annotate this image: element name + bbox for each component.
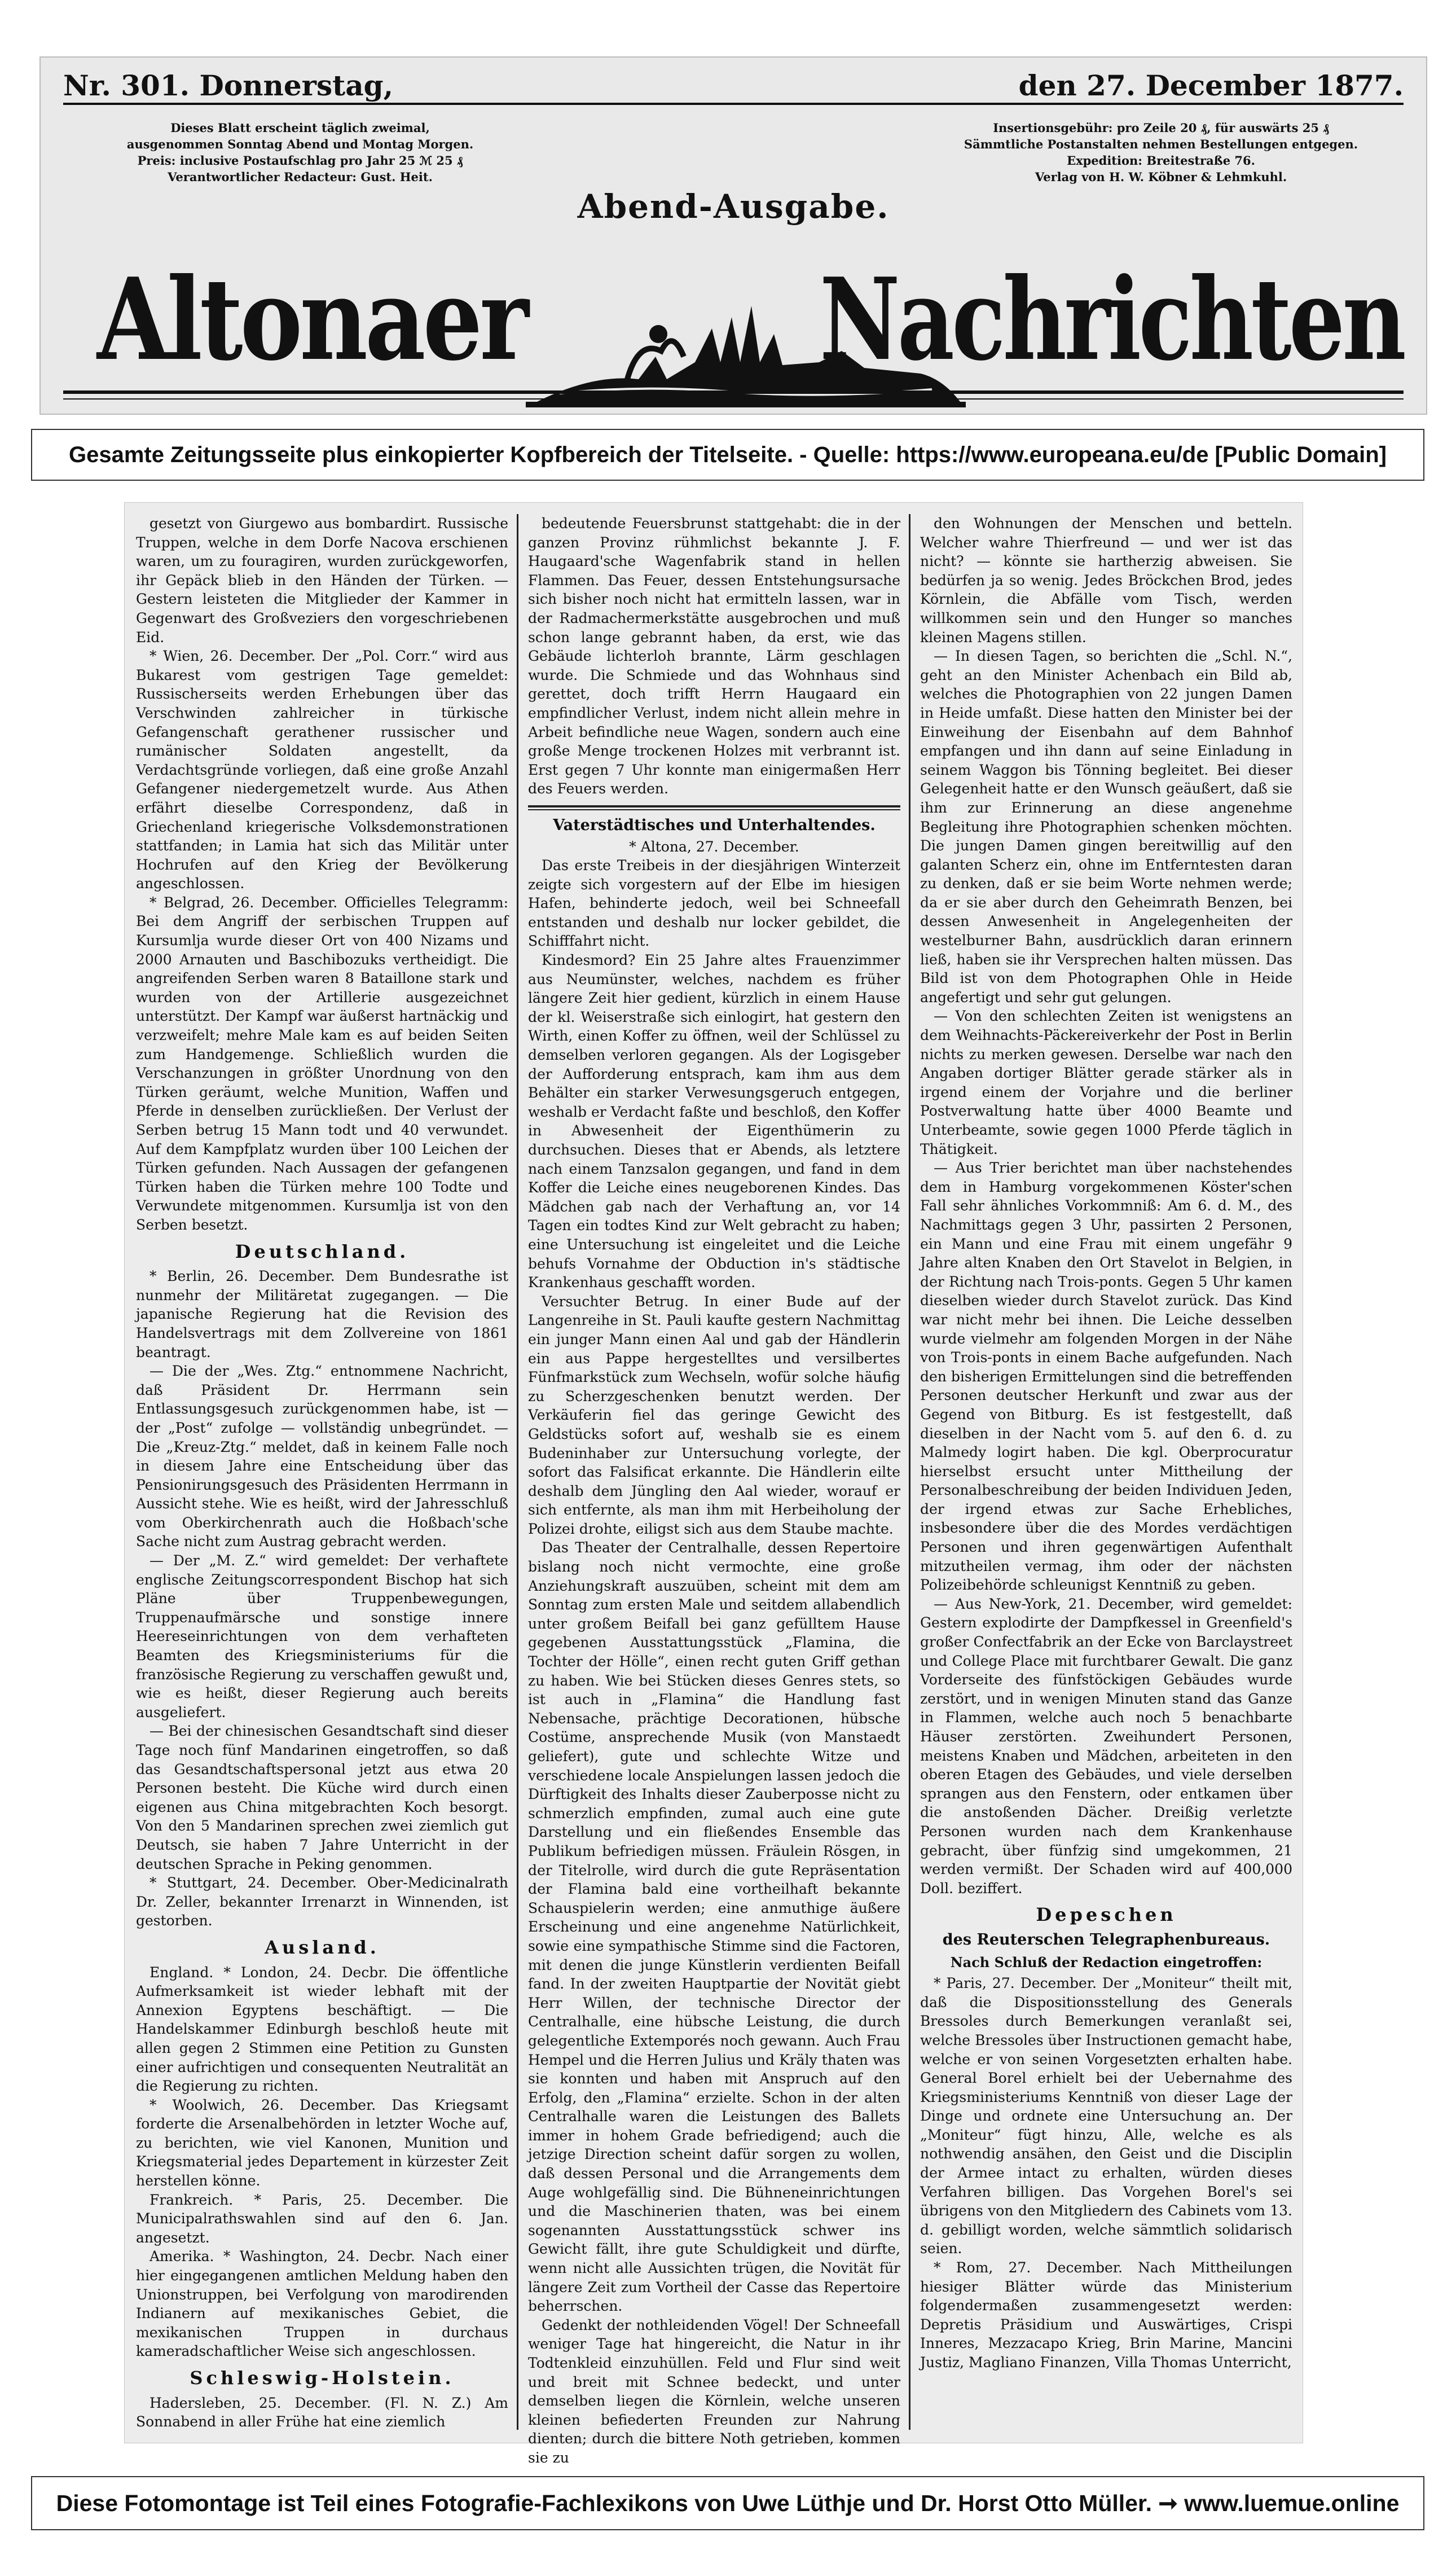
info-line: Preis: inclusive Postaufschlag pro Jahr 25 ℳ 25 ₰ [137, 153, 463, 168]
info-line: Sämmtliche Postanstalten nehmen Bestellungen entgegen. [964, 137, 1358, 151]
article-paragraph: — Der „M. Z.“ wird gemeldet: Der verhaftete englische Zeitungscorrespondent Bischop hat sich Pläne über Truppenbewegungen, Truppenaufmärsche und sonstige innere Heereseinrichtungen von dem verhafteten Beamten des Kriegsministeriums für die französische Regierung zu verschaffen gewußt und, wie es heißt, dieser Regierung auch bereits ausgeliefert. [136, 1552, 508, 1721]
title-word-left: Altonaer [97, 253, 526, 386]
section-heading: Deutschland. [235, 1240, 410, 1262]
article-paragraph: — Aus New-York, 21. December, wird gemeldet: Gestern explodirte der Dampfkessel in Greenfield's großer Confectfabrik an der Ecke von Barclaystreet und College Place mit furchtbarer Gewalt. Die ganz Vorderseite des fünfstöckigen Gebäudes wurde zerstört, und in wenigen Minuten stand das Ganze in Flammen, welche auch noch 5 benachbarte Häuser zerstörten. Zweihundert Personen, meistens Knaben und Mädchen, arbeiteten in den oberen Etagen des Gebäudes, und viele derselben sprangen aus den Fenstern, oder entkamen über die anstoßenden Dächer. Dreißig verletzte Personen wurden nach dem Krankenhause gebracht, über fünfzig sind umgekommen, 21 werden vermißt. Der Schaden wird auf 400,000 Doll. beziffert. [920, 1595, 1292, 1897]
masthead-info-left [86, 120, 514, 185]
section-rule [528, 805, 900, 807]
section-heading: Depeschen [1036, 1904, 1177, 1926]
issue-number: Nr. 301. Donnerstag, [63, 69, 394, 102]
newspaper-page [124, 502, 1303, 2466]
edition-label: Abend-Ausgabe. [577, 187, 890, 226]
article-paragraph: — Aus Trier berichtet man über nachstehendes dem in Hamburg vorgekommenen Köster'schen Fall sehr ähnliches Vorkommniß: Am 6. d. M., des Nachmittags gegen 3 Uhr, passirten 2 Personen, ein Mann und eine Frau mit einem ungefähr 9 Jahre alten Knaben den Ort Stavelot in Belgien, in der Richtung nach Trois-ponts. Gegen 5 Uhr kamen dieselben wieder durch Stavelot zurück. Das Kind war nicht mehr bei ihnen. Die Leiche desselben wurde vielmehr am folgenden Morgen in der Nähe von Trois-ponts in einem Bache aufgefunden. Nach den bisherigen Ermittelungen sind die betreffenden Personen deutscher Herkunft und zwar aus der Gegend von Bitburg. Es ist festgestellt, daß dieselben in der Nacht vom 5. auf den 6. d. zu Malmedy logirt haben. Die kgl. Oberprocuratur hierselbst ersucht unter Mittheilung der Personalbeschreibung der beiden Individuen Jeden, der irgend etwas zur Sache Erhebliches, insbesondere über die des Mordes verdächtigen Personen und ihren gegenwärtigen Aufenthalt mitzutheilen vermag, ihm oder der nächsten Polizeibehörde schleunigst Kenntniß zu geben. [920, 1160, 1292, 1594]
masthead-dateline [63, 69, 1404, 105]
article-paragraph: * Stuttgart, 24. December. Ober-Medicinalrath Dr. Zeller, bekannter Irrenarzt in Winnenden, ist gestorben. [136, 1875, 508, 1929]
article-paragraph: * Wien, 26. December. Der „Pol. Corr.“ wird aus Bukarest vom gestrigen Tage gemeldet: Russischerseits werden Erhebungen über das Verschwinden zahlreicher in türkische Gefangenschaft gerathener russischer und rumänischer Soldaten angestellt, da Verdachtsgründe vorliegen, daß eine große Anzahl Gefangener niedergemetzelt wurde. Aus Athen erfährt dieselbe Correspondenz, daß in Griechenland kriegerische Volksdemonstrationen stattfanden; in Lamia hat sich das Militär unter Hochrufen auf den Krieg der Bevölkerung angeschlossen. [136, 648, 508, 892]
article-paragraph: * Woolwich, 26. December. Das Kriegsamt forderte die Arsenalbehörden in letzter Woche auf, zu berichten, wie viel Kanonen, Munition und Kriegsmaterial jedes Departement in kürzester Zeit herstellen könne. [136, 2096, 508, 2189]
article-paragraph: bedeutende Feuersbrunst stattgehabt: die in der ganzen Provinz rühmlichst bekannte J. F. Haugaard'sche Wagenfabrik stand in hellen Flammen. Das Feuer, dessen Entstehungsursache sich bisher noch nicht hat ermitteln lassen, war in der Radmachermerkstätte ausgebrochen und muß schon lange gebrannt haben, da erst, wie das Gebäude lichterloh brannte, Lärm geschlagen wurde. Die Schmiede und das Wohnhaus sind gerettet, doch trifft Herrn Haugaard ein empfindlicher Verlust, indem nicht allein mehre in Arbeit befindliche neue Wagen, sondern auch eine große Menge trockenen Holzes mit verbrannt ist. Erst gegen 7 Uhr konnte man einigermaßen Herr des Feuers werden. [528, 515, 900, 797]
article-paragraph: Versuchter Betrug. In einer Bude auf der Langenreihe in St. Pauli kaufte gestern Nachmittag ein junger Mann einen Aal und gab der Händlerin ein aus Pappe hergestelltes und versilbertes Fünfmarkstück zum Wechseln, wofür solche häufig zu Scherzgeschenken benutzt werden. Der Verkäuferin fiel das geringe Gewicht des Geldstücks sofort auf, weshalb sie es einem Budeninhaber zur Untersuchung vorlegte, der sofort das Falsificat erkannte. Die Händlerin eilte deshalb dem Jüngling den Aal wieder, worauf er sich entfernte, als man ihm mit Herbeiholung der Polizei drohte, eiligst sich aus dem Staube machte. [528, 1293, 900, 1537]
column-divider [517, 514, 518, 2430]
article-paragraph: Frankreich. * Paris, 25. December. Die Municipalrathswahlen sind auf den 6. Jan. angesetzt. [136, 2191, 508, 2246]
masthead-rule [63, 390, 1404, 394]
article-paragraph: * Paris, 27. December. Der „Moniteur“ theilt mit, daß die Dispositionsstellung des Generals Bressoles durch Bemerkungen veranlaßt sei, welche Bressoles über Instructionen gemacht habe, welche er von seinen Vorgesetzten erhalten habe. General Borel erhielt bei der Uebernahme des Kriegsministeriums Kenntniß von dieser Lage der Dinge und ordnete eine Untersuchung an. Der „Moniteur“ fügt hinzu, Alle, welche es als nothwendig ansähen, den Geist und die Disciplin der Armee intact zu erhalten, würden dieses Verfahren billigen. Das Vorgehen Borel's sei übrigens von den Mitgliedern des Cabinets vom 13. d. gebilligt worden, welche sämmtlich solidarisch seien. [920, 1975, 1292, 2257]
issue-date: den 27. December 1877. [1018, 69, 1404, 102]
article-paragraph: — Von den schlechten Zeiten ist wenigstens an dem Weihnachts-Päckereiverkehr der Post in Berlin nichts zu merken gewesen. Derselbe war nach den Angaben dortiger Blätter gerade stärker als in irgend einem der Vorjahre und die berliner Postverwaltung hatte über 4000 Beamte und Unterbeamte, sowie gegen 1000 Pferde täglich in Thätigkeit. [920, 1008, 1292, 1157]
article-paragraph: England. * London, 24. Decbr. Die öffentliche Aufmerksamkeit ist wieder lebhaft mit der Annexion Egyptens beschäftigt. — Die Handelskammer Edinburgh beschloß heute mit allen gegen 2 Stimmen eine Petition zu Gunsten einer aufrichtigen und consequenten Neutralität an die Regierung zu richten. [136, 1964, 508, 2095]
article-paragraph: Das Theater der Centralhalle, dessen Repertoire bislang noch nicht vermochte, eine große Anziehungskraft auszuüben, scheint mit dem am Sonntag zum ersten Male und seitdem allabendlich unter großem Beifall bei ganz gefülltem Hause gegebenen Ausstattungsstück „Flamina, die Tochter der Hölle“, einen recht guten Griff gethan zu haben. Wie bei Stücken dieses Genres stets, so ist auch in „Flamina“ die Handlung fast Nebensache, prächtige Decorationen, hübsche Costüme, ansprechende Musik (von Manstaedt geliefert), gute und schlechte Witze und verschiedene locale Anspielungen lassen jedoch die Dürftigkeit des Inhalts dieser Zauberposse nicht zu schmerzlich empfinden, zumal auch eine gute Darstellung und ein fließendes Ensemble das Publikum befriedigen müssen. Fräulein Rösgen, in der Titelrolle, wird durch die gute Repräsentation der Flamina bald eine vortheilhaft bekannte Schauspielerin werden; eine anmuthige äußere Erscheinung und eine angenehme Natürlichkeit, sowie eine sympathische Stimme sind die Factoren, mit denen die junge Künstlerin verdienten Beifall fand. In der zweiten Hauptpartie der Novität giebt Herr Willen, der technische Director der Centralhalle, eine hübsche Leistung, die durch gelegentliche Extemporés noch gewann. Auch Frau Hempel und die Herren Julius und Kräly thaten was sie konnten und haben mit Anspruch auf den Erfolg, den „Flamina“ erzielte. Schon in der alten Centralhalle waren die Leistungen des Ballets immer in hohem Grade befriedigend; auch die jetzige Direction scheint dafür sorgen zu wollen, daß dessen Personal und die Arrangements dem Auge wohlgefällig sind. Die Bühneneinrichtungen und die Maschinerien thaten, was bei einem sogenannten Ausstattungsstück schwer ins Gewicht fällt, ihre gute Schuldigkeit und dürfte, wenn nicht alle Aussichten trügen, die Novität für längere Zeit zum Vortheil der Casse das Repertoire beherrschen. [528, 1539, 900, 2315]
section-heading: Vaterstädtisches und Unterhaltendes. [553, 816, 876, 834]
article-paragraph: Kindesmord? Ein 25 Jahre altes Frauenzimmer aus Neumünster, welches, nachdem es früher längere Zeit hier gedient, kürzlich in einem Hause der kl. Weiserstraße sich einlogirt, hat gestern den Wirth, einen Koffer zu öffnen, weil der Schlüssel zu demselben verloren gegangen. Als der Logisgeber der Aufforderung entsprach, kam ihm aus dem Behälter ein starker Verwesungsgeruch entgegen, weshalb er Verdacht faßte und beschloß, den Koffer in Abwesenheit der Eigenthümerin zu durchsuchen. Dieses that er Abends, als letztere nach einem Tanzsalon gegangen, und fand in dem Koffer die Leiche eines neugeborenen Kindes. Das Mädchen gab nach der Verhaftung an, vor 14 Tagen ein todtes Kind zur Welt gebracht zu haben; eine Untersuchung ist eingeleitet und die Leiche behufs Vornahme der Obduction in's städtische Krankenhaus geschafft worden. [528, 952, 900, 1291]
column-2 [528, 514, 900, 2466]
article-paragraph: Das erste Treibeis in der diesjährigen Winterzeit zeigte sich vorgestern auf der Elbe im hiesigen Hafen, behinderte jedoch, weil bei Schneefall entstanden und deshalb nur locker gebildet, die Schifffahrt nicht. [528, 857, 900, 950]
dateline: * Altona, 27. December. [629, 838, 799, 855]
article-paragraph: Gedenkt der nothleidenden Vögel! Der Schneefall weniger Tage hat hingereicht, die Natur in ihr Todtenkleid einzuhüllen. Feld und Flur sind weit und breit mit Schnee bedeckt, und unter demselben liegen die Körnlein, welche unseren kleinen befiederten Freunden zur Nahrung dienten; durch die bittere Noth getrieben, kommen sie zu [528, 2316, 900, 2466]
article-paragraph: — Die der „Wes. Ztg.“ entnommene Nachricht, daß Präsident Dr. Herrmann sein Entlassungsgesuch zurückgenommen habe, ist — der „Post“ zufolge — vollständig unbegründet. — Die „Kreuz-Ztg.“ meldet, daß in keinem Falle noch in diesem Jahre eine Entscheidung über das Pensionirungsgesuch des Präsidenten Herrmann in Aussicht stehe. Wie es heißt, wird der Jahresschluß vom Oberkirchenrath auch die Hoßbach'sche Sache nicht zum Austrag gebracht werden. [136, 1363, 508, 1550]
section-subheading: des Reuterschen Telegraphenbureaus. [942, 1930, 1270, 1948]
section-rule-thin [528, 809, 900, 810]
column-divider [909, 514, 910, 2430]
column-1 [136, 514, 508, 2430]
column-3 [920, 514, 1292, 2430]
section-heading: Schleswig-Holstein. [190, 2367, 455, 2389]
masthead [39, 56, 1427, 415]
info-line: Verantwortlicher Redacteur: Gust. Heit. [168, 170, 433, 184]
article-paragraph: — Bei der chinesischen Gesandtschaft sind dieser Tage noch fünf Mandarinen eingetroffen, so daß das Gesandtschaftspersonal jetzt aus etwa 20 Personen besteht. Die Küche wird durch einen eigenen aus China mitgebrachten Koch besorgt. Von den 5 Mandarinen sprechen zwei ziemlich gut Deutsch, sie haben 7 Jahre Unterricht in der deutschen Sprache in Peking genommen. [136, 1723, 508, 1872]
caption-source: Gesamte Zeitungsseite plus einkopierter Kopfbereich der Titelseite. - Quelle: https://www.europeana.eu/de [Public Domain] [31, 429, 1424, 481]
article-paragraph: * Berlin, 26. December. Dem Bundesrathe ist nunmehr der Militäretat zugegangen. — Die japanische Regierung hat die Revision des Handelsvertrags mit dem Zollvereine von 1861 beantragt. [136, 1268, 508, 1360]
info-line: Dieses Blatt erscheint täglich zweimal, [170, 121, 430, 135]
caption-credit: Diese Fotomontage ist Teil eines Fotografie-Fachlexikons von Uwe Lüthje und Dr. Horst Otto Müller. ➞ www.luemue.online [31, 2476, 1424, 2530]
info-line: Insertionsgebühr: pro Zeile 20 ₰, für auswärts 25 ₰ [993, 121, 1329, 135]
article-paragraph: Hadersleben, 25. December. (Fl. N. Z.) Am Sonnabend in aller Frühe hat eine ziemlich [136, 2394, 508, 2430]
article-paragraph: * Rom, 27. December. Nach Mittheilungen hiesiger Blätter würde das Ministerium folgendermaßen zusammengesetzt werden: Depretis Präsidium und Auswärtiges, Crispi Inneres, Mezzacapo Krieg, Brin Marine, Mancini Justiz, Magliano Finanzen, Villa Thomas Unterricht, [920, 2259, 1292, 2371]
article-paragraph: * Belgrad, 26. December. Officielles Telegramm: Bei dem Angriff der serbischen Truppen auf Kursumlja wurde dieser Ort von 400 Nizams und 2000 Arnauten und Baschibozuks vertheidigt. Die angreifenden Serben waren 8 Bataillone stark und wurden von der Artillerie ausgezeichnet unterstützt. Der Kampf war äußerst hartnäckig und verzweifelt; mehre Male kam es auf beiden Seiten zum Handgemenge. Schließlich wurden die Verschanzungen in größter Unordnung von den Türken geräumt, welche Munition, Waffen und Pferde in denselben zurückließen. Der Verlust der Serben betrug 15 Mann todt und 40 verwundet. Auf dem Kampfplatz wurden über 100 Leichen der Türken gefunden. Nach Aussagen der gefangenen Türken haben die Türken mehre 100 Todte und Verwundete mitgenommen. Kursumlja ist von den Serben besetzt. [136, 894, 508, 1233]
section-note: Nach Schluß der Redaction eingetroffen: [950, 1954, 1263, 1970]
masthead-rule-thin [63, 398, 1404, 400]
info-line: Expedition: Breitestraße 76. [1067, 153, 1255, 168]
article-paragraph: — In diesen Tagen, so berichten die „Schl. N.“, geht an den Minister Achenbach ein Bild ab, welches die Photographien von 22 jungen Damen in Heide umfaßt. Diese hatten den Minister bei der Einweihung der Eisenbahn auf dem Bahnhof empfangen und ihn dann auf seine Einladung in seinem Waggon bis Tönning begleitet. Bei dieser Gelegenheit hatte er den Wunsch geäußert, daß sie ihm zur Erinnerung an diese angenehme Begleitung ihre Photographien schenken möchten. Die jungen Damen gingen bereitwillig auf den galanten Scherz ein, ohne im Entferntesten daran zu denken, daß er sie beim Worte nehmen werde; da er sie aber durch den Geheimrath Benzen, bei dessen Anwesenheit in Angelegenheiten der westelburner Bahn, ausdrücklich daran erinnern ließ, haben sie ihr Versprechen halten müssen. Das Bild ist von dem Photographen Ohle in Heide angefertigt und sehr gut gelungen. [920, 648, 1292, 1006]
masthead-info-right [947, 120, 1375, 185]
info-line: Verlag von H. W. Köbner & Lehmkuhl. [1035, 170, 1287, 184]
article-paragraph: Amerika. * Washington, 24. Decbr. Nach einer hier eingegangenen amtlichen Meldung haben den Unionstruppen, bei Verfolgung von marodirenden Indianern auf mexikanisches Gebiet, die mexikanischen Truppen in durchaus kameradschaftlicher Weise sich angeschlossen. [136, 2248, 508, 2360]
section-heading: Ausland. [265, 1936, 380, 1958]
title-word-right: Nachrichten [819, 253, 1404, 386]
article-paragraph: gesetzt von Giurgewo aus bombardirt. Russische Truppen, welche in dem Dorfe Nacova erschienen waren, um zu fouragiren, wurden zurückgeworfen, ihr Gepäck blieb in den Händen der Türken. — Gestern leisteten die Mitglieder der Kammer in Gegenwart des Großveziers den vorgeschriebenen Eid. [136, 515, 508, 646]
article-paragraph: den Wohnungen der Menschen und betteln. Welcher wahre Thierfreund — und wer ist das nicht? — könnte sie hartherzig abweisen. Sie bedürfen ja so wenig. Jedes Bröckchen Brod, jedes Körnlein, die Abfälle vom Tisch, werden willkommen sein und den Hunger so manches kleinen Magens stillen. [920, 515, 1292, 646]
info-line: ausgenommen Sonntag Abend und Montag Morgen. [126, 137, 474, 151]
